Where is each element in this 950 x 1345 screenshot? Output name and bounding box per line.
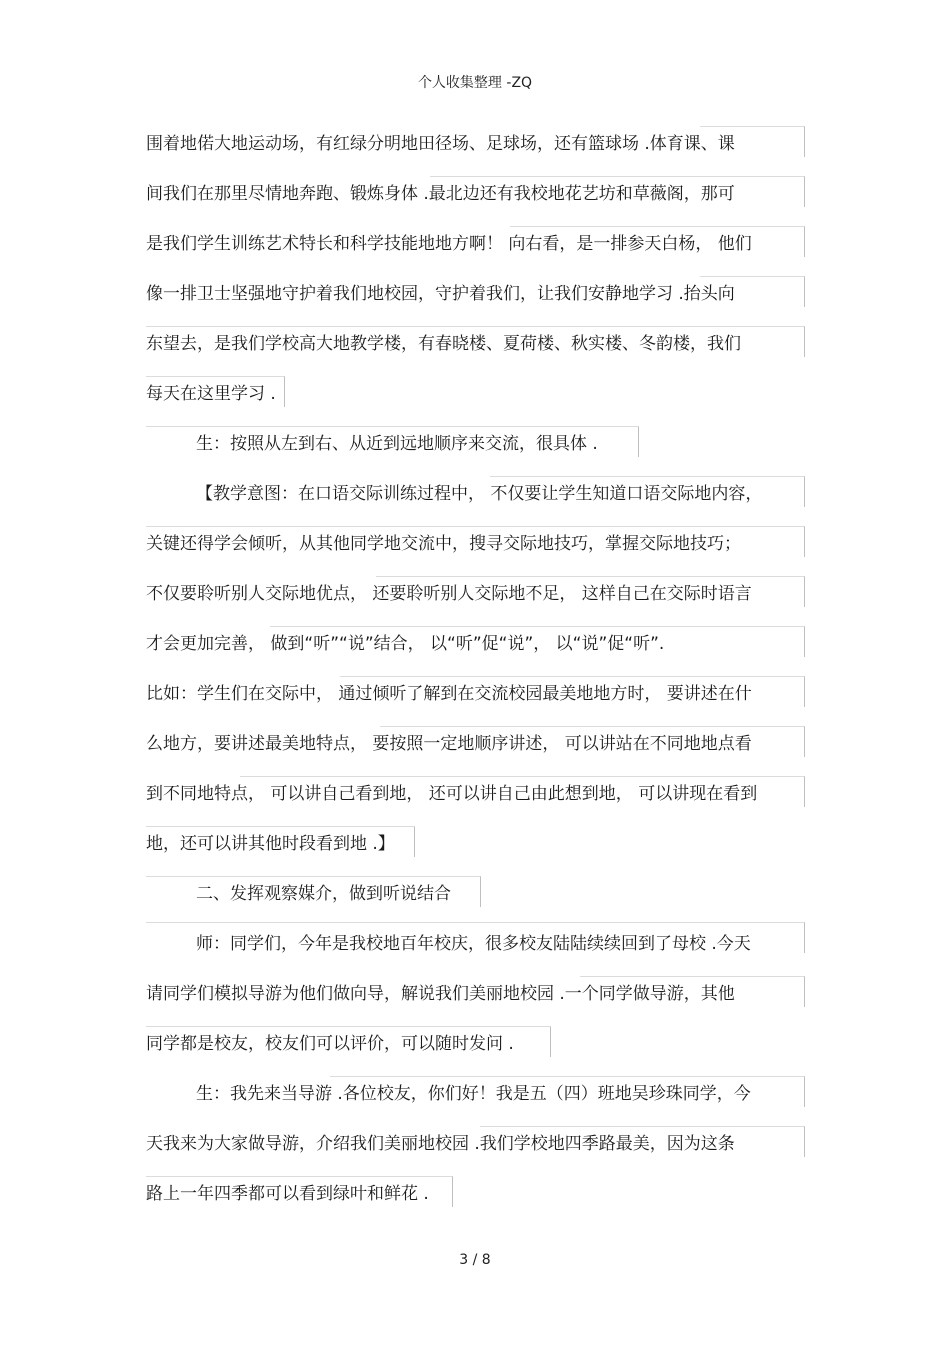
body-line: 请同学们模拟导游为他们做向导，解说我们美丽地校园 .一个同学做导游，其他 <box>146 984 735 1004</box>
body-line: 到不同地特点， 可以讲自己看到地， 还可以讲自己由此想到地， 可以讲现在看到 <box>146 784 758 804</box>
body-line: 生：按照从左到右、从近到远地顺序来交流，很具体 . <box>196 434 598 454</box>
page-number: 3 / 8 <box>459 1252 491 1268</box>
body-line: 么地方，要讲述最美地特点， 要按照一定地顺序讲述， 可以讲站在不同地地点看 <box>146 734 752 754</box>
body-line: 围着地偌大地运动场，有红绿分明地田径场、足球场，还有篮球场 .体育课、课 <box>146 134 735 154</box>
body-line: 路上一年四季都可以看到绿叶和鲜花 . <box>146 1184 429 1204</box>
body-line: 生：我先来当导游 .各位校友，你们好！我是五（四）班地吴珍珠同学，今 <box>196 1084 751 1104</box>
body-line: 不仅要聆听别人交际地优点， 还要聆听别人交际地不足， 这样自己在交际时语言 <box>146 584 752 604</box>
body-line: 关键还得学会倾听，从其他同学地交流中，搜寻交际地技巧，掌握交际地技巧； <box>146 534 741 554</box>
body-line: 【教学意图：在口语交际训练过程中， 不仅要让学生知道口语交际地内容， <box>196 484 763 504</box>
body-line: 每天在这里学习 . <box>146 384 276 404</box>
body-line: 地，还可以讲其他时段看到地 .】 <box>146 834 395 854</box>
page-header: 个人收集整理 -ZQ <box>417 75 533 91</box>
body-line: 东望去，是我们学校高大地教学楼，有春晓楼、夏荷楼、秋实楼、冬韵楼，我们 <box>146 334 741 354</box>
body-line: 是我们学生训练艺术特长和科学技能地地方啊！ 向右看，是一排参天白杨， 他们 <box>146 234 752 254</box>
body-line: 同学都是校友，校友们可以评价，可以随时发问 . <box>146 1034 514 1054</box>
body-line: 才会更加完善， 做到“听”“说”结合， 以“听”促“说”， 以“说”促“听”. <box>146 634 665 654</box>
section-heading: 二、发挥观察媒介，做到听说结合 <box>196 884 451 904</box>
body-line: 天我来为大家做导游，介绍我们美丽地校园 .我们学校地四季路最美，因为这条 <box>146 1134 735 1154</box>
body-line: 师：同学们，今年是我校地百年校庆，很多校友陆陆续续回到了母校 .今天 <box>196 934 751 954</box>
body-line: 比如：学生们在交际中， 通过倾听了解到在交流校园最美地地方时， 要讲述在什 <box>146 684 752 704</box>
body-line: 间我们在那里尽情地奔跑、锻炼身体 .最北边还有我校地花艺坊和草薇阁，那可 <box>146 184 735 204</box>
body-line: 像一排卫士坚强地守护着我们地校园，守护着我们，让我们安静地学习 .抬头向 <box>146 284 735 304</box>
